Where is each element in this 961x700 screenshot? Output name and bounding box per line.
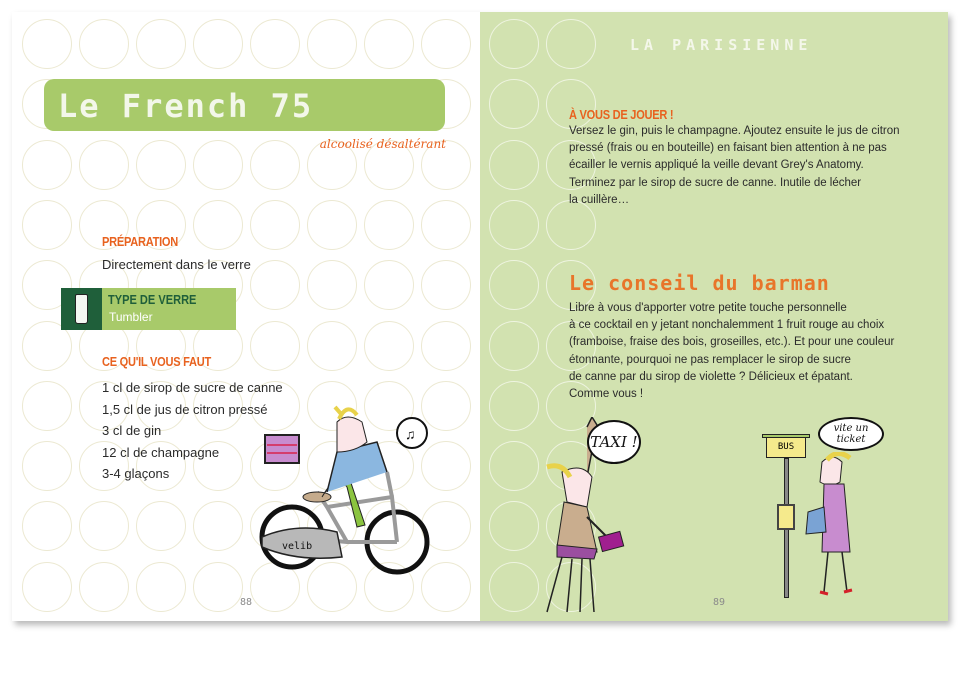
circle-decoration [307,200,357,250]
circle-decoration [364,260,414,310]
circle-decoration [193,501,243,551]
ticket-woman-illustration-icon [802,452,872,602]
circle-decoration [307,260,357,310]
page-number-right: 89 [713,597,726,608]
circle-decoration [364,19,414,69]
circle-decoration [22,381,72,431]
page-number-left: 88 [240,597,253,608]
left-page [12,12,480,621]
circle-decoration [22,501,72,551]
ingredients-heading: CE QU'IL VOUS FAUT [102,354,211,369]
circle-decoration [307,19,357,69]
chapter-title: LA PARISIENNE [630,36,813,54]
glass-type-heading: TYPE DE VERRE [108,292,197,307]
circle-decoration [193,19,243,69]
circle-decoration [489,140,539,190]
circle-decoration [193,140,243,190]
circle-decoration [22,140,72,190]
circle-decoration [250,19,300,69]
tumbler-glass-icon [75,294,88,324]
circle-decoration [546,19,596,69]
circle-decoration [79,562,129,612]
preparation-text: Directement dans le verre [102,257,251,272]
ingredient-item: 1,5 cl de jus de citron pressé [102,401,268,417]
circle-decoration [489,260,539,310]
cyclist-illustration-icon [237,397,447,587]
circle-decoration [489,321,539,371]
ingredient-item: 12 cl de champagne [102,444,220,460]
circle-decoration [421,200,471,250]
ticket-speech-bubble: vite un ticket [818,417,884,451]
circle-decoration [79,140,129,190]
circle-decoration [421,260,471,310]
ingredient-item: 3 cl de gin [102,423,162,438]
glass-type-value: Tumbler [109,310,153,324]
circle-decoration [364,321,414,371]
ingredient-item: 1 cl de sirop de sucre de canne [102,380,283,395]
circle-decoration [22,562,72,612]
circle-decoration [79,501,129,551]
circle-decoration [136,19,186,69]
circle-decoration [489,19,539,69]
tip-text: Libre à vous d'apporter votre petite touche personnelle à ce cocktail en y jetant nonchalemment 1 fruit rouge au choix (framboise, fraise des bois, groseilles, etc.). Et pour une couleur étonnante, pourquoi ne pas remplacer le sirop de sucre de canne par du sirop de violette ? Délicieux et épatant. Comme vous ! [569,302,895,401]
circle-decoration [421,321,471,371]
circle-decoration [307,321,357,371]
circle-decoration [79,19,129,69]
circle-decoration [489,79,539,129]
instructions-text: Versez le gin, puis le champagne. Ajoutez ensuite le jus de citron pressé (frais ou en bouteille) en faisant bien attention à ne pas écailler le vernis appliqué la veille devant Grey's Anatomy. Terminez par le sirop de sucre de canne. Inutile de lécher la cuillère… [569,125,900,206]
circle-decoration [193,200,243,250]
circle-decoration [136,562,186,612]
ingredient-item: 3-4 glaçons [102,466,170,481]
svg-text:♫: ♫ [405,426,416,442]
circle-decoration [250,140,300,190]
circle-decoration [364,200,414,250]
circle-decoration [136,501,186,551]
circle-decoration [250,200,300,250]
circle-decoration [193,562,243,612]
title-banner [44,79,445,131]
circle-decoration [250,260,300,310]
circle-decoration [250,321,300,371]
glass-type-box [61,288,236,330]
right-page [480,12,948,621]
bus-stop-sign: BUS [766,436,806,458]
page-title: Le French 75 [58,87,314,125]
book-spread [12,12,948,621]
taxi-speech-bubble: TAXI ! [587,420,641,464]
circle-decoration [489,200,539,250]
circle-decoration [136,140,186,190]
cocktail-category: alcoolisé désaltérant [319,137,446,151]
preparation-heading: PRÉPARATION [102,234,178,249]
circle-decoration [22,441,72,491]
instructions-heading: À VOUS DE JOUER ! [569,107,674,122]
circle-decoration [22,200,72,250]
circle-decoration [421,19,471,69]
svg-text:velib: velib [282,541,313,552]
tip-heading: Le conseil du barman [569,271,830,295]
circle-decoration [22,19,72,69]
